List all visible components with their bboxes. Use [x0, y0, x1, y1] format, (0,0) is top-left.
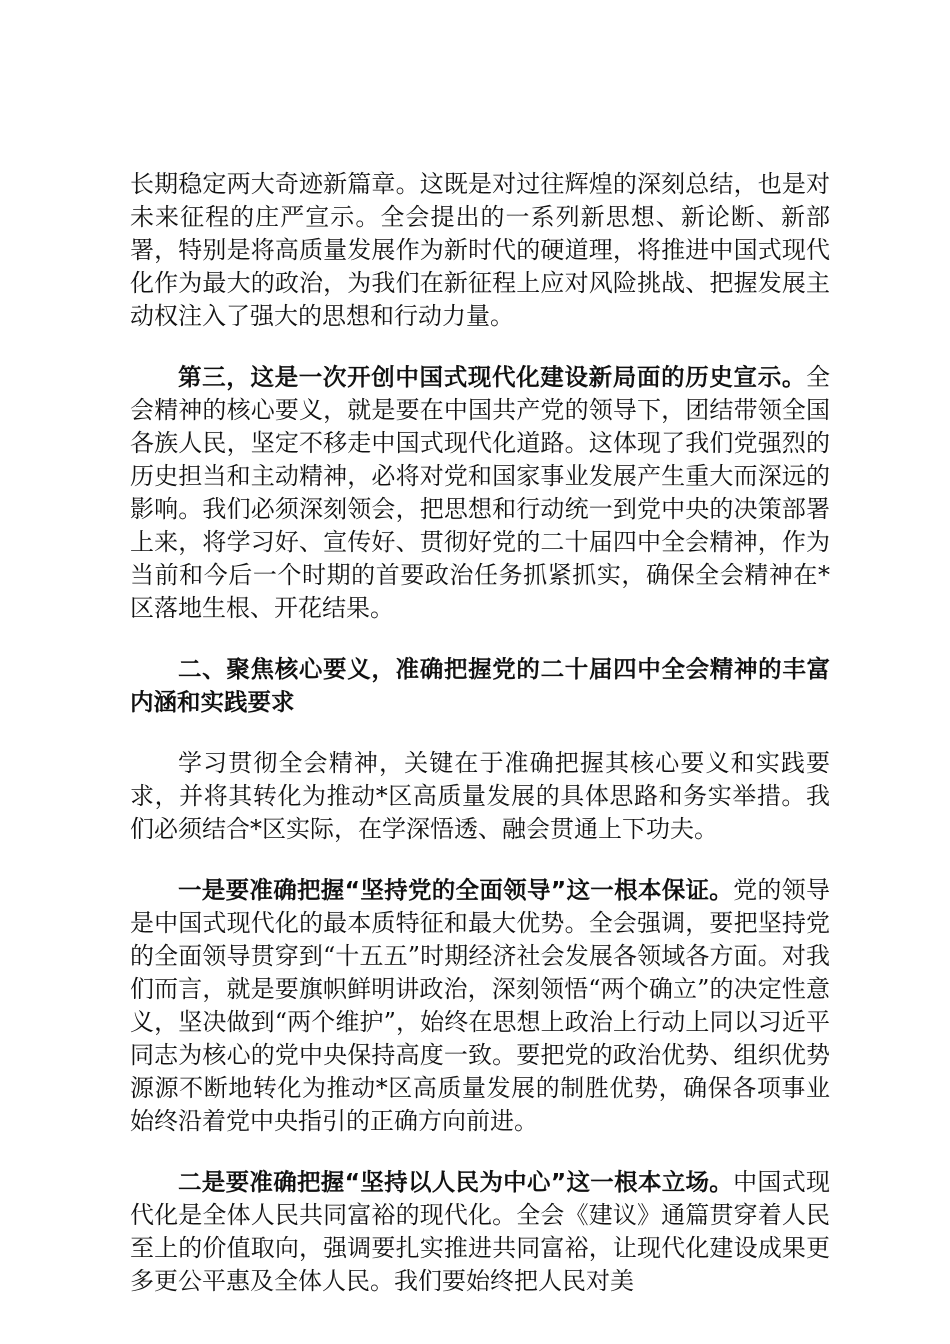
- paragraph-2-lead: 第三，这是一次开创中国式现代化建设新局面的历史宣示。: [178, 363, 806, 391]
- paragraph-4-body: 党的领导是中国式现代化的最本质特征和最大优势。全会强调，要把坚持党的全面领导贯穿到“十五五”时期经济社会发展各领域各方面。对我们而言，就是要旗帜鲜明讲政治，深刻领悟“两个确立”的决定性意义，坚决做到“两个维护”，始终在思想上政治上行动上同以习近平同志为核心的党中央保持高度一致。要把党的政治优势、组织优势源源不断地转化为推动*区高质量发展的制胜优势，确保各项事业始终沿着党中央指引的正确方向前进。: [130, 876, 831, 1135]
- section-heading-2: 二、聚焦核心要义，准确把握党的二十届四中全会精神的丰富内涵和实践要求: [130, 655, 830, 716]
- paragraph-2: [130, 361, 830, 625]
- paragraph-3: 学习贯彻全会精神，关键在于准确把握其核心要义和实践要求，并将其转化为推动*区高质量发展的具体思路和务实举措。我们必须结合*区实际，在学深悟透、融会贯通上下功夫。: [130, 749, 830, 843]
- paragraph-5: [130, 1166, 830, 1298]
- paragraph-4-lead: 一是要准确把握“坚持党的全面领导”这一根本保证。: [178, 876, 734, 904]
- paragraph-2-body: 全会精神的核心要义，就是要在中国共产党的领导下，团结带领全国各族人民，坚定不移走中国式现代化道路。这体现了我们党强烈的历史担当和主动精神，必将对党和国家事业发展产生重大而深远的影响。我们必须深刻领会，把思想和行动统一到党中央的决策部署上来，将学习好、宣传好、贯彻好党的二十届四中全会精神，作为当前和今后一个时期的首要政治任务抓紧抓实，确保全会精神在*区落地生根、开花结果。: [130, 363, 830, 622]
- paragraph-5-body: 中国式现代化是全体人民共同富裕的现代化。全会《建议》通篇贯穿着人民至上的价值取向，强调要扎实推进共同富裕，让现代化建设成果更多更公平惠及全体人民。我们要始终把人民对美: [130, 1168, 831, 1295]
- paragraph-4: [130, 874, 830, 1138]
- paragraph-5-lead: 二是要准确把握“坚持以人民为中心”这一根本立场。: [178, 1168, 734, 1196]
- paragraph-1: 长期稳定两大奇迹新篇章。这既是对过往辉煌的深刻总结，也是对未来征程的庄严宣示。全会提出的一系列新思想、新论断、新部署，特别是将高质量发展作为新时代的硬道理，将推进中国式现代化作为最大的政治，为我们在新征程上应对风险挑战、把握发展主动权注入了强大的思想和行动力量。: [130, 170, 830, 330]
- document-page: [130, 168, 830, 1326]
